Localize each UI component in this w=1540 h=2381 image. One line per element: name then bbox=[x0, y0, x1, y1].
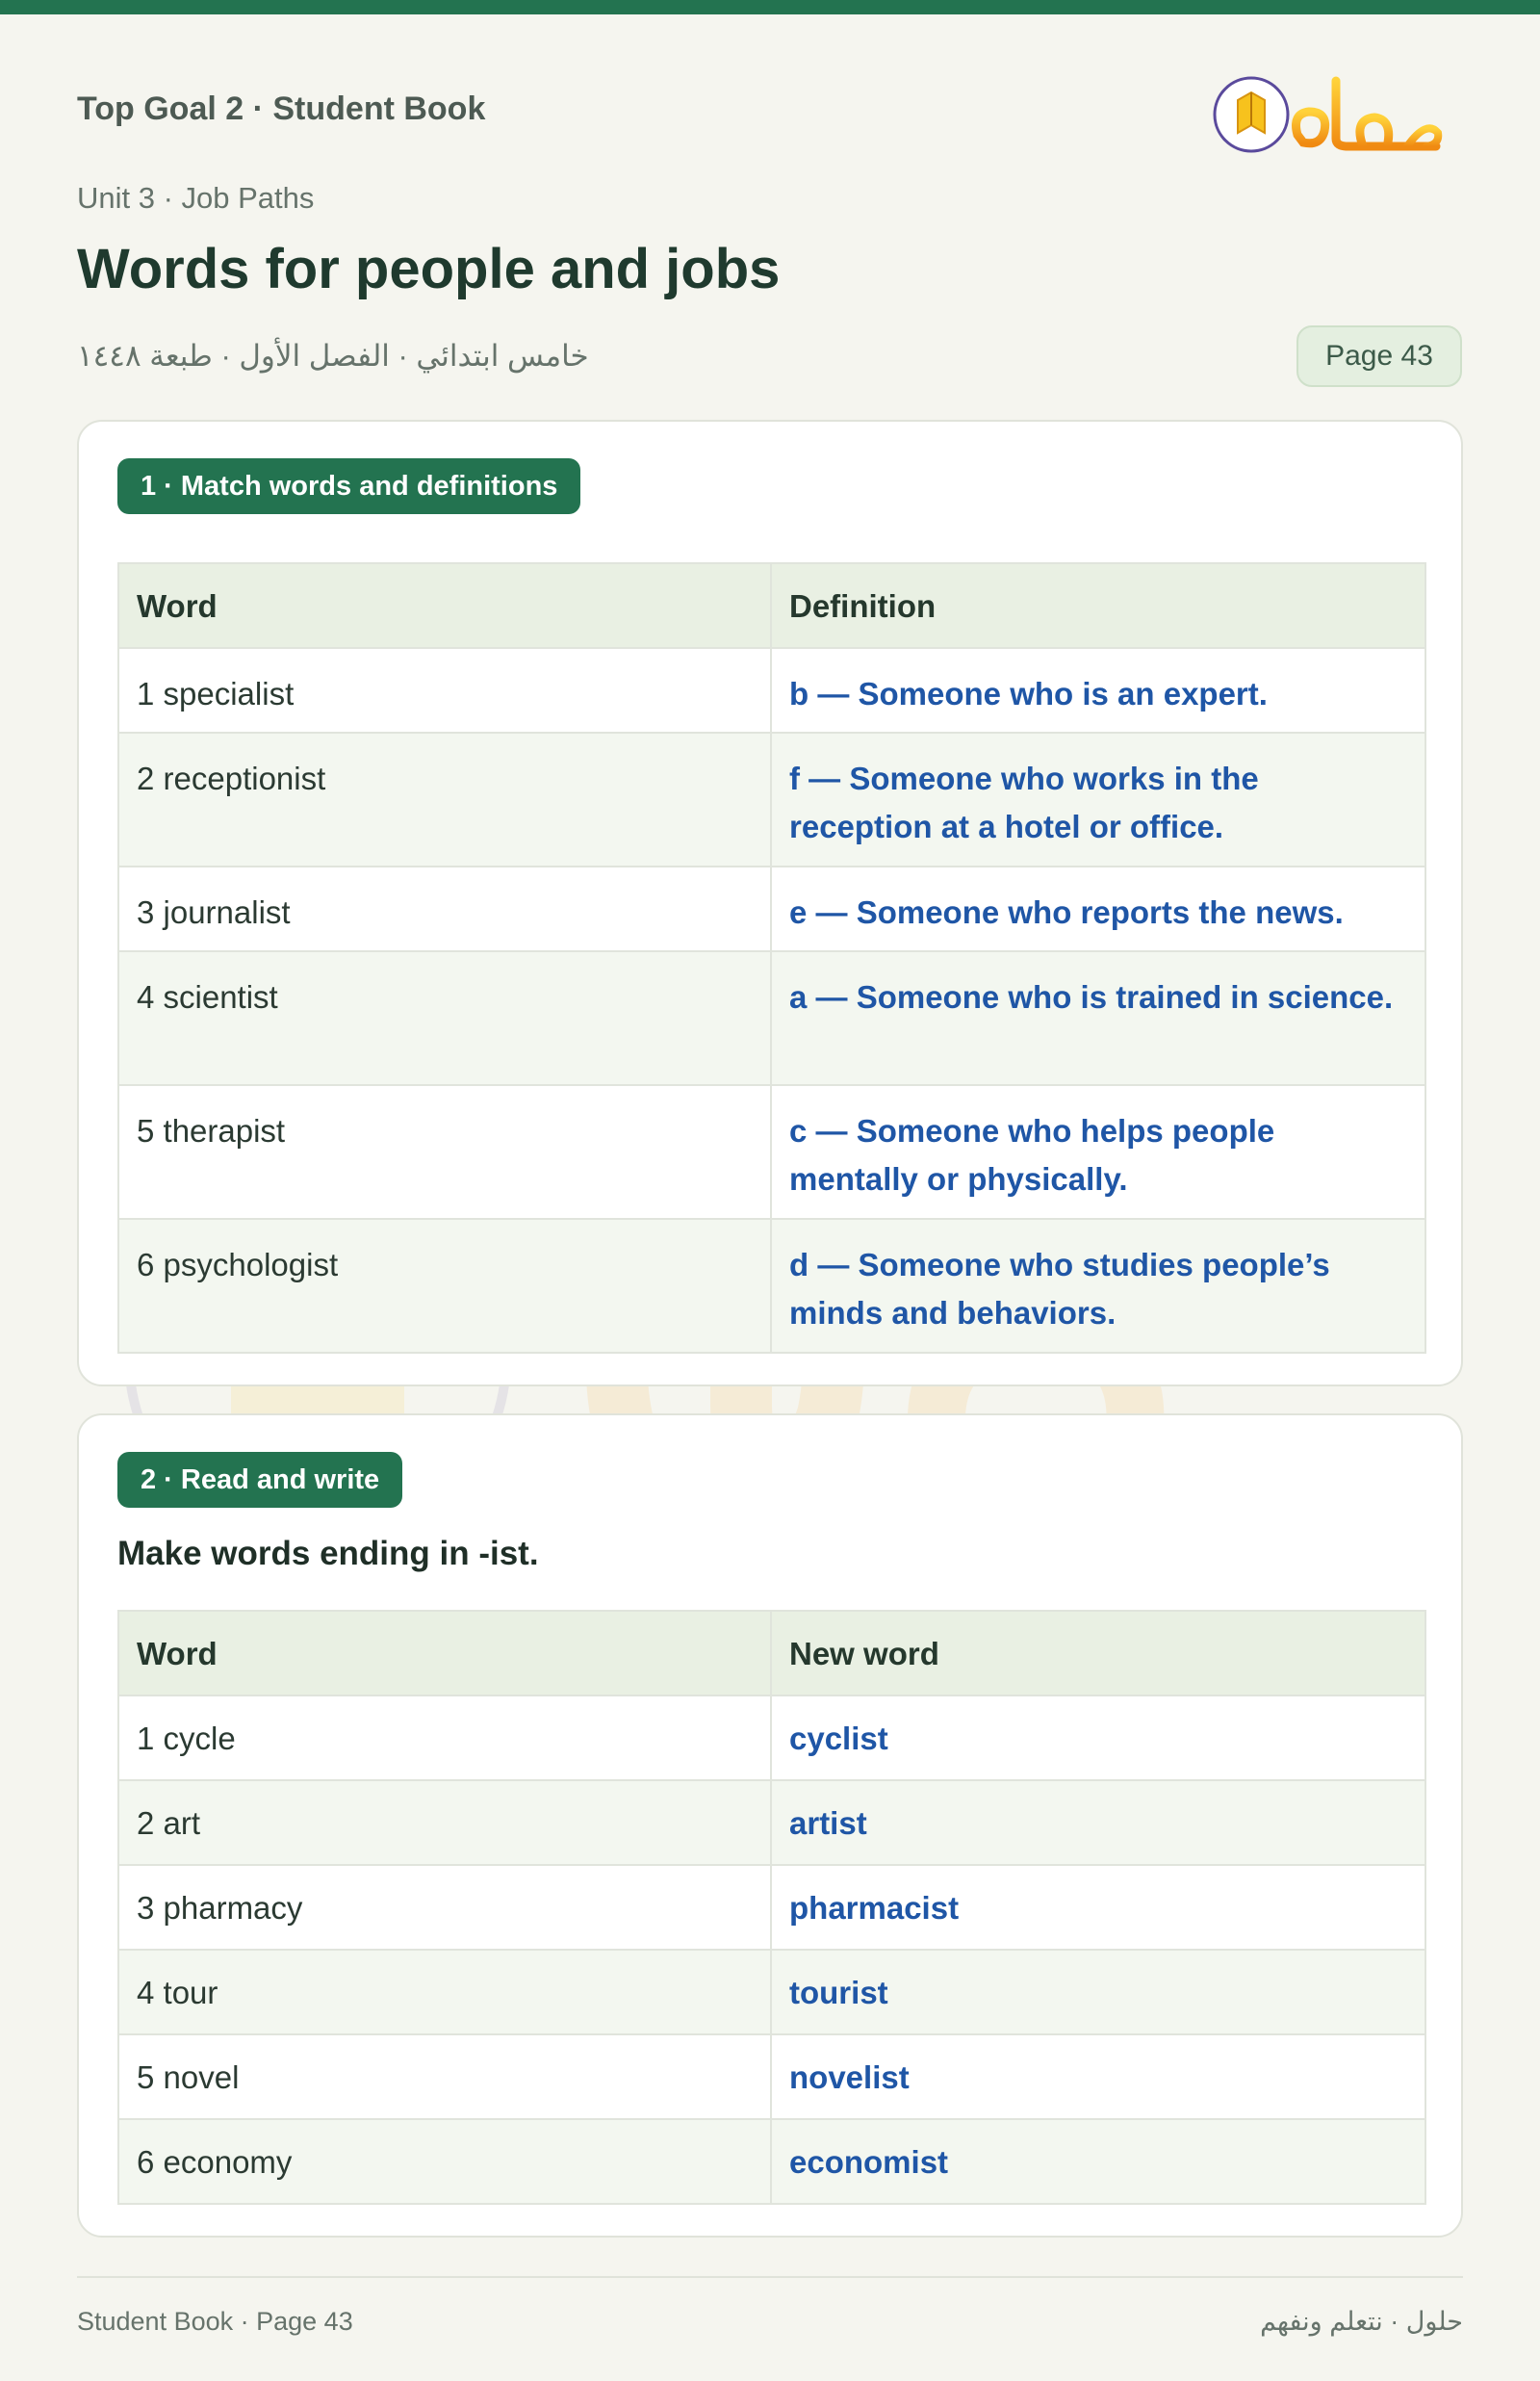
word-formation-table bbox=[117, 1610, 1426, 2205]
match-table bbox=[117, 562, 1426, 1354]
column-header-word: Word bbox=[118, 1611, 771, 1695]
table-header-row bbox=[118, 1611, 1425, 1695]
new-word-answer-cell: artist bbox=[771, 1780, 1425, 1865]
footer-tagline: حلول · نتعلم ونفهم bbox=[1260, 2307, 1463, 2336]
column-header-definition: Definition bbox=[771, 563, 1425, 648]
table-row bbox=[118, 648, 1425, 733]
new-word-answer-cell: novelist bbox=[771, 2034, 1425, 2119]
unit-label: Unit 3 · Job Paths bbox=[77, 181, 315, 215]
table-row bbox=[118, 951, 1425, 1085]
grade-subtitle: خامس ابتدائي · الفصل الأول · طبعة ١٤٤٨ bbox=[77, 339, 589, 373]
word-cell: 1 cycle bbox=[118, 1695, 771, 1780]
word-cell: 5 therapist bbox=[118, 1085, 771, 1219]
page-title: Words for people and jobs bbox=[77, 238, 781, 300]
definition-answer-cell: f — Someone who works in the reception at a hotel or office. bbox=[771, 733, 1425, 867]
table-row bbox=[118, 1865, 1425, 1950]
definition-answer-cell: a — Someone who is trained in science. bbox=[771, 951, 1425, 1085]
word-cell: 4 tour bbox=[118, 1950, 771, 2034]
section-1-badge: 1 · Match words and definitions bbox=[117, 458, 580, 514]
word-cell: 5 novel bbox=[118, 2034, 771, 2119]
match-section-card bbox=[77, 420, 1463, 1386]
definition-answer-cell: d — Someone who studies people’s minds and behaviors. bbox=[771, 1219, 1425, 1353]
word-cell: 6 economy bbox=[118, 2119, 771, 2204]
table-row bbox=[118, 1780, 1425, 1865]
column-header-new-word: New word bbox=[771, 1611, 1425, 1695]
new-word-answer-cell: pharmacist bbox=[771, 1865, 1425, 1950]
word-cell: 3 pharmacy bbox=[118, 1865, 771, 1950]
footer-page-label: Student Book · Page 43 bbox=[77, 2307, 353, 2336]
table-row bbox=[118, 1219, 1425, 1353]
new-word-answer-cell: tourist bbox=[771, 1950, 1425, 2034]
hulul-logo bbox=[1209, 62, 1450, 168]
word-cell: 3 journalist bbox=[118, 867, 771, 951]
definition-answer-cell: b — Someone who is an expert. bbox=[771, 648, 1425, 733]
section-2-badge: 2 · Read and write bbox=[117, 1452, 402, 1508]
section-2-instruction: Make words ending in -ist. bbox=[117, 1535, 539, 1572]
word-cell: 2 receptionist bbox=[118, 733, 771, 867]
table-row bbox=[118, 1950, 1425, 2034]
table-row bbox=[118, 867, 1425, 951]
word-cell: 4 scientist bbox=[118, 951, 771, 1085]
table-row bbox=[118, 2034, 1425, 2119]
word-cell: 6 psychologist bbox=[118, 1219, 771, 1353]
book-title: Top Goal 2 · Student Book bbox=[77, 91, 486, 127]
table-row bbox=[118, 733, 1425, 867]
table-row bbox=[118, 1085, 1425, 1219]
table-header-row bbox=[118, 563, 1425, 648]
new-word-answer-cell: cyclist bbox=[771, 1695, 1425, 1780]
page-number-badge: Page 43 bbox=[1296, 325, 1462, 387]
table-row bbox=[118, 1695, 1425, 1780]
word-cell: 1 specialist bbox=[118, 648, 771, 733]
word-cell: 2 art bbox=[118, 1780, 771, 1865]
top-accent-bar bbox=[0, 0, 1540, 14]
definition-answer-cell: e — Someone who reports the news. bbox=[771, 867, 1425, 951]
definition-answer-cell: c — Someone who helps people mentally or physically. bbox=[771, 1085, 1425, 1219]
column-header-word: Word bbox=[118, 563, 771, 648]
footer-divider bbox=[77, 2276, 1463, 2278]
read-write-section-card bbox=[77, 1413, 1463, 2238]
new-word-answer-cell: economist bbox=[771, 2119, 1425, 2204]
table-row bbox=[118, 2119, 1425, 2204]
